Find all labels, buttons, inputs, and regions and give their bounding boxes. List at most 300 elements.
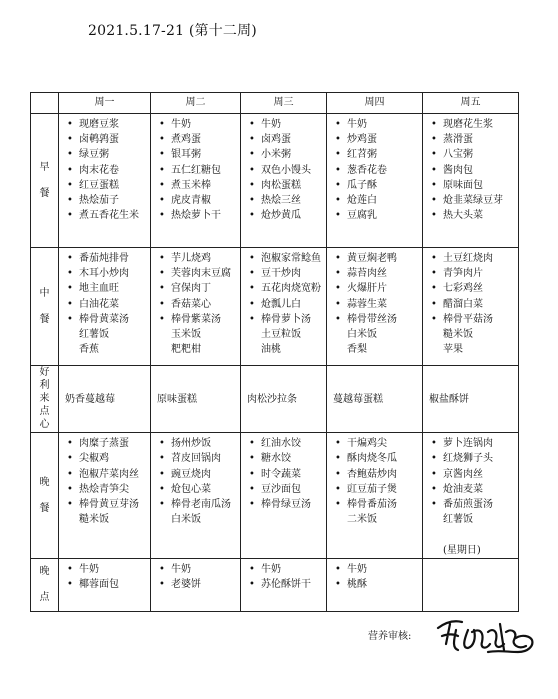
dish-name: 银耳粥 <box>171 149 201 161</box>
bullet-icon: • <box>249 453 255 465</box>
bullet-icon: • <box>335 564 341 576</box>
dish-name: 香蕉 <box>79 344 99 356</box>
bullet-icon: • <box>249 483 255 495</box>
bullet-icon: • <box>159 483 165 495</box>
dish-item <box>249 266 323 281</box>
dish-list <box>159 117 237 223</box>
dish-item <box>335 467 419 482</box>
dish-name: 热烩茄子 <box>79 195 119 207</box>
day-cell <box>241 433 327 559</box>
dish-item <box>335 436 419 451</box>
dish-name: 红薯饭 <box>443 514 473 526</box>
bullet-icon: • <box>159 468 165 480</box>
dish-name: 醋溜白菜 <box>443 298 483 310</box>
dish-name: 萝卜连锅肉 <box>443 438 493 450</box>
dish-name: 热烩三丝 <box>261 195 301 207</box>
dish-item <box>249 577 323 592</box>
bullet-icon: • <box>67 268 73 280</box>
dish-name: 牛奶 <box>261 119 281 130</box>
dish-name: 蒜蓉生菜 <box>347 298 387 310</box>
dish-name: 尖椒鸡 <box>79 453 109 465</box>
dish-item <box>431 467 515 482</box>
dish-item <box>335 117 419 132</box>
dish-name: 芙蓉肉末豆腐 <box>171 268 231 280</box>
snack-item: 原味蛋糕 <box>151 366 241 433</box>
dish-name: 现磨豆浆 <box>79 119 119 130</box>
dish-name: 桃酥 <box>347 579 367 591</box>
dish-name: 热大头菜 <box>443 210 483 222</box>
dish-item <box>67 193 147 208</box>
bullet-icon: • <box>431 253 437 264</box>
dish-item <box>159 208 237 223</box>
bullet-icon: • <box>431 453 437 465</box>
dish-item <box>159 512 237 527</box>
dish-name: 芋儿烧鸡 <box>171 253 211 264</box>
dish-name: 红烧狮子头 <box>443 453 493 465</box>
bullet-icon: • <box>431 268 437 280</box>
day-cell <box>59 114 151 248</box>
bullet-icon: • <box>335 298 341 310</box>
dish-name: 油桃 <box>261 344 281 356</box>
bullet-icon: • <box>67 195 73 207</box>
dish-name: 原味面包 <box>443 179 483 191</box>
dish-name: 豌豆烧肉 <box>171 468 211 480</box>
meal-label: 早餐 <box>39 161 50 199</box>
dish-name: 木耳小炒肉 <box>79 268 129 280</box>
bullet-icon: • <box>249 564 255 576</box>
bullet-icon: • <box>159 179 165 191</box>
dish-name: 棒骨紫菜汤 <box>171 313 221 325</box>
bullet-icon: • <box>335 268 341 280</box>
bullet-icon: • <box>249 210 255 222</box>
bullet-icon: • <box>249 179 255 191</box>
dish-item <box>431 482 515 497</box>
dish-item <box>67 163 147 178</box>
dish-name: 番茄煎蛋汤 <box>443 499 493 511</box>
dish-item <box>249 251 323 266</box>
snack-item: 蔓越莓蛋糕 <box>327 366 423 433</box>
dish-item <box>67 577 147 592</box>
dish-item <box>249 497 323 512</box>
dish-name: 酥肉烧冬瓜 <box>347 453 397 465</box>
bullet-icon: • <box>249 283 255 295</box>
dish-name: 苏伦酥饼干 <box>261 579 311 591</box>
dish-item <box>335 297 419 312</box>
day-cell <box>59 559 151 612</box>
dish-list <box>67 562 147 592</box>
bullet-icon: • <box>159 283 165 295</box>
dish-item <box>335 132 419 147</box>
dish-list <box>159 251 237 357</box>
dish-name: 二米饭 <box>347 514 377 526</box>
dish-name: 青笋肉片 <box>443 268 483 280</box>
dish-name: 现磨花生浆 <box>443 119 493 130</box>
dish-name: 炒鸡蛋 <box>347 134 377 146</box>
dish-item <box>249 451 323 466</box>
dish-item <box>431 193 515 208</box>
bullet-icon: • <box>335 195 341 207</box>
dish-list <box>159 562 237 592</box>
bullet-icon: • <box>335 164 341 176</box>
dish-name: 香菇菜心 <box>171 298 211 310</box>
dish-name: 热烩萝卜干 <box>171 210 221 222</box>
dish-item <box>431 132 515 147</box>
day-cell <box>59 248 151 366</box>
dish-name: 热烩青笋尖 <box>79 483 129 495</box>
day-cell <box>241 114 327 248</box>
dish-list <box>67 117 147 223</box>
dish-name: 棒骨绿豆汤 <box>261 499 311 511</box>
meal-row <box>31 366 519 433</box>
dish-name: 苹果 <box>443 344 463 356</box>
dish-name: 棒骨黄菜汤 <box>79 313 129 325</box>
dish-name: 牛奶 <box>347 564 367 576</box>
dish-name: 瓜子酥 <box>347 179 377 191</box>
day-header: 周三 <box>241 93 327 114</box>
dish-name: 牛奶 <box>171 564 191 576</box>
dish-item <box>67 562 147 577</box>
meal-label-cell <box>31 366 59 433</box>
dish-name: 炝韭菜绿豆芽 <box>443 195 503 207</box>
dish-item <box>335 451 419 466</box>
bullet-icon: • <box>67 298 73 310</box>
dish-name: 京酱肉丝 <box>443 468 483 480</box>
dish-item <box>159 482 237 497</box>
dish-name: 糙米饭 <box>443 329 473 341</box>
dish-name: 扬州炒饭 <box>171 438 211 450</box>
day-header: 周一 <box>59 93 151 114</box>
bullet-icon: • <box>249 195 255 207</box>
dish-list <box>335 562 419 592</box>
dish-list <box>335 117 419 223</box>
bullet-icon: • <box>67 483 73 495</box>
dish-list <box>159 436 237 527</box>
dish-item <box>335 482 419 497</box>
bullet-icon: • <box>431 179 437 191</box>
bullet-icon: • <box>431 195 437 207</box>
dish-name: 豆腐乳 <box>347 210 377 222</box>
dish-name: 杏鲍菇炒肉 <box>347 468 397 480</box>
day-cell <box>59 433 151 559</box>
bullet-icon: • <box>249 438 255 450</box>
dish-name: 蒜苔肉丝 <box>347 268 387 280</box>
dish-item <box>159 117 237 132</box>
bullet-icon: • <box>67 579 73 591</box>
dish-item <box>335 312 419 327</box>
dish-list <box>431 117 515 223</box>
meal-label: 晚点 <box>39 566 50 604</box>
dish-item <box>67 512 147 527</box>
dish-item <box>431 312 515 327</box>
dish-name: 白油花菜 <box>79 298 119 310</box>
dish-item <box>159 451 237 466</box>
dish-item <box>249 297 323 312</box>
meal-row <box>31 559 519 612</box>
dish-item <box>335 193 419 208</box>
dish-list <box>335 251 419 357</box>
dish-item <box>159 281 237 296</box>
dish-name: 绿豆粥 <box>79 149 109 161</box>
bullet-icon: • <box>335 210 341 222</box>
day-cell <box>327 433 423 559</box>
dish-item <box>335 163 419 178</box>
dish-name: 椰蓉面包 <box>79 579 119 591</box>
dish-name: 豇豆茄子煲 <box>347 483 397 495</box>
dish-name: 土豆粒饭 <box>261 329 301 341</box>
dish-name: 白米饭 <box>171 514 201 526</box>
bullet-icon: • <box>335 149 341 161</box>
bullet-icon: • <box>249 149 255 161</box>
bullet-icon: • <box>431 149 437 161</box>
dish-item <box>159 497 237 512</box>
dish-list <box>431 436 515 558</box>
dish-list <box>249 436 323 512</box>
day-cell <box>241 248 327 366</box>
day-header: 周四 <box>327 93 423 114</box>
day-cell <box>327 114 423 248</box>
dish-name: 卤鹌鹑蛋 <box>79 134 119 146</box>
dish-name: 五仁红糖包 <box>171 164 221 176</box>
dish-item <box>249 482 323 497</box>
snack-item: 奶香蔓越莓 <box>59 366 151 433</box>
meal-label-cell <box>31 433 59 559</box>
meal-label-cell <box>31 559 59 612</box>
bullet-icon: • <box>335 179 341 191</box>
bullet-icon: • <box>249 298 255 310</box>
dish-item <box>249 178 323 193</box>
dish-item <box>67 312 147 327</box>
dish-name: 牛奶 <box>347 119 367 130</box>
dish-name: 老婆饼 <box>171 579 201 591</box>
dish-item <box>67 451 147 466</box>
dish-item <box>249 327 323 342</box>
day-cell <box>327 559 423 612</box>
bullet-icon: • <box>335 119 341 130</box>
dish-name: 黄豆焖老鸭 <box>347 253 397 264</box>
bullet-icon: • <box>159 149 165 161</box>
page-title: 2021.5.17-21 (第十二周) <box>88 23 257 39</box>
dish-list <box>249 117 323 223</box>
dish-item <box>67 281 147 296</box>
bullet-icon: • <box>159 564 165 576</box>
weekly-menu-table <box>30 92 519 612</box>
dish-item <box>249 467 323 482</box>
dish-item <box>67 147 147 162</box>
bullet-icon: • <box>159 119 165 130</box>
dish-name: 火爆肝片 <box>347 283 387 295</box>
bullet-icon: • <box>159 313 165 325</box>
bullet-icon: • <box>431 134 437 146</box>
bullet-icon: • <box>159 499 165 511</box>
bullet-icon: • <box>159 253 165 264</box>
dish-name: 宫保肉丁 <box>171 283 211 295</box>
dish-item <box>67 482 147 497</box>
dish-item <box>159 251 237 266</box>
dish-item <box>159 163 237 178</box>
dish-name: 卤鸡蛋 <box>261 134 291 146</box>
day-cell <box>151 114 241 248</box>
meal-label-cell <box>31 248 59 366</box>
signature <box>432 610 542 662</box>
bullet-icon: • <box>249 468 255 480</box>
dish-name: 泡椒家常鲶鱼 <box>261 253 321 264</box>
dish-item <box>249 436 323 451</box>
meal-label: 晚餐 <box>39 476 50 514</box>
bullet-icon: • <box>431 164 437 176</box>
dish-name: 泡椒芹菜肉丝 <box>79 468 139 480</box>
dish-name: 红油水饺 <box>261 438 301 450</box>
dish-item <box>431 327 515 342</box>
dish-item <box>335 562 419 577</box>
dish-name: (星期日) <box>443 544 481 556</box>
dish-item <box>67 208 147 223</box>
dish-item <box>431 512 515 527</box>
dish-item <box>67 266 147 281</box>
dish-name: 红薯饭 <box>79 329 109 341</box>
dish-item <box>249 342 323 357</box>
meal-label: 中餐 <box>39 287 50 325</box>
dish-item <box>431 117 515 132</box>
dish-item <box>67 497 147 512</box>
dish-name: 五花肉烧宽粉 <box>261 283 321 295</box>
bullet-icon: • <box>431 119 437 130</box>
dish-item <box>67 342 147 357</box>
bullet-icon: • <box>67 564 73 576</box>
dish-name: 小米粥 <box>261 149 291 161</box>
dish-item <box>335 342 419 357</box>
bullet-icon: • <box>67 253 73 264</box>
dish-item <box>431 208 515 223</box>
bullet-icon: • <box>159 210 165 222</box>
bullet-icon: • <box>67 134 73 146</box>
dish-item <box>431 178 515 193</box>
meal-row <box>31 433 519 559</box>
dish-name: 双色小馒头 <box>261 164 311 176</box>
dish-item <box>159 327 237 342</box>
dish-item <box>431 266 515 281</box>
dish-item <box>335 147 419 162</box>
dish-name: 肉末花卷 <box>79 164 119 176</box>
dish-item <box>431 251 515 266</box>
bullet-icon: • <box>67 149 73 161</box>
dish-item <box>249 208 323 223</box>
day-header: 周五 <box>423 93 519 114</box>
day-cell <box>423 248 519 366</box>
bullet-icon: • <box>159 195 165 207</box>
snack-item: 肉松沙拉条 <box>241 366 327 433</box>
dish-item <box>67 297 147 312</box>
bullet-icon: • <box>431 313 437 325</box>
day-cell <box>151 248 241 366</box>
bullet-icon: • <box>159 438 165 450</box>
bullet-icon: • <box>431 438 437 450</box>
bullet-icon: • <box>67 453 73 465</box>
dish-name: 棒骨番茄汤 <box>347 499 397 511</box>
bullet-icon: • <box>249 164 255 176</box>
dish-item <box>335 208 419 223</box>
bullet-icon: • <box>67 438 73 450</box>
dish-name: 白米饭 <box>347 329 377 341</box>
bullet-icon: • <box>335 579 341 591</box>
dish-item <box>431 163 515 178</box>
dish-list <box>431 251 515 357</box>
dish-item <box>159 178 237 193</box>
dish-item <box>67 436 147 451</box>
dish-item <box>249 281 323 296</box>
dish-item <box>249 132 323 147</box>
dish-item <box>431 436 515 451</box>
dish-item <box>67 467 147 482</box>
bullet-icon: • <box>67 283 73 295</box>
dish-name: 八宝粥 <box>443 149 473 161</box>
bullet-icon: • <box>159 164 165 176</box>
dish-name: 牛奶 <box>171 119 191 130</box>
dish-item <box>335 281 419 296</box>
dish-list <box>335 436 419 527</box>
dish-name: 玉米饭 <box>171 329 201 341</box>
bullet-icon: • <box>335 438 341 450</box>
dish-name: 豆沙面包 <box>261 483 301 495</box>
bullet-icon: • <box>335 134 341 146</box>
dish-item <box>67 178 147 193</box>
dish-name: 土豆红烧肉 <box>443 253 493 264</box>
dish-name: 豆干炒肉 <box>261 268 301 280</box>
dish-name: 七彩鸡丝 <box>443 283 483 295</box>
bullet-icon: • <box>67 313 73 325</box>
day-cell <box>423 559 519 612</box>
bullet-icon: • <box>67 164 73 176</box>
bullet-icon: • <box>249 579 255 591</box>
dish-item <box>159 312 237 327</box>
dish-item <box>159 132 237 147</box>
dish-name: 棒骨平菇汤 <box>443 313 493 325</box>
dish-list <box>67 251 147 357</box>
dish-item <box>159 467 237 482</box>
dish-name: 葱香花卷 <box>347 164 387 176</box>
bullet-icon: • <box>431 499 437 511</box>
dish-name: 糙米饭 <box>79 514 109 526</box>
corner-cell <box>31 93 59 114</box>
dish-item <box>249 193 323 208</box>
dish-name: 香梨 <box>347 344 367 356</box>
dish-name: 棒骨带丝汤 <box>347 313 397 325</box>
day-cell <box>327 248 423 366</box>
dish-name: 红苕粥 <box>347 149 377 161</box>
bullet-icon: • <box>249 253 255 264</box>
dish-name: 煮鸡蛋 <box>171 134 201 146</box>
dish-item <box>249 117 323 132</box>
meal-label-cell <box>31 114 59 248</box>
dish-item <box>159 342 237 357</box>
dish-item <box>335 266 419 281</box>
dish-name: 炝包心菜 <box>171 483 211 495</box>
dish-name: 炝炒黄瓜 <box>261 210 301 222</box>
dish-item <box>431 451 515 466</box>
bullet-icon: • <box>159 579 165 591</box>
dish-item <box>431 497 515 512</box>
bullet-icon: • <box>431 210 437 222</box>
dish-item <box>335 251 419 266</box>
bullet-icon: • <box>335 283 341 295</box>
bullet-icon: • <box>67 210 73 222</box>
dish-name: 地主血旺 <box>79 283 119 295</box>
bullet-icon: • <box>431 298 437 310</box>
dish-item <box>431 147 515 162</box>
day-cell <box>423 114 519 248</box>
dish-name: 苕皮回锅肉 <box>171 453 221 465</box>
bullet-icon: • <box>159 453 165 465</box>
bullet-icon: • <box>431 483 437 495</box>
